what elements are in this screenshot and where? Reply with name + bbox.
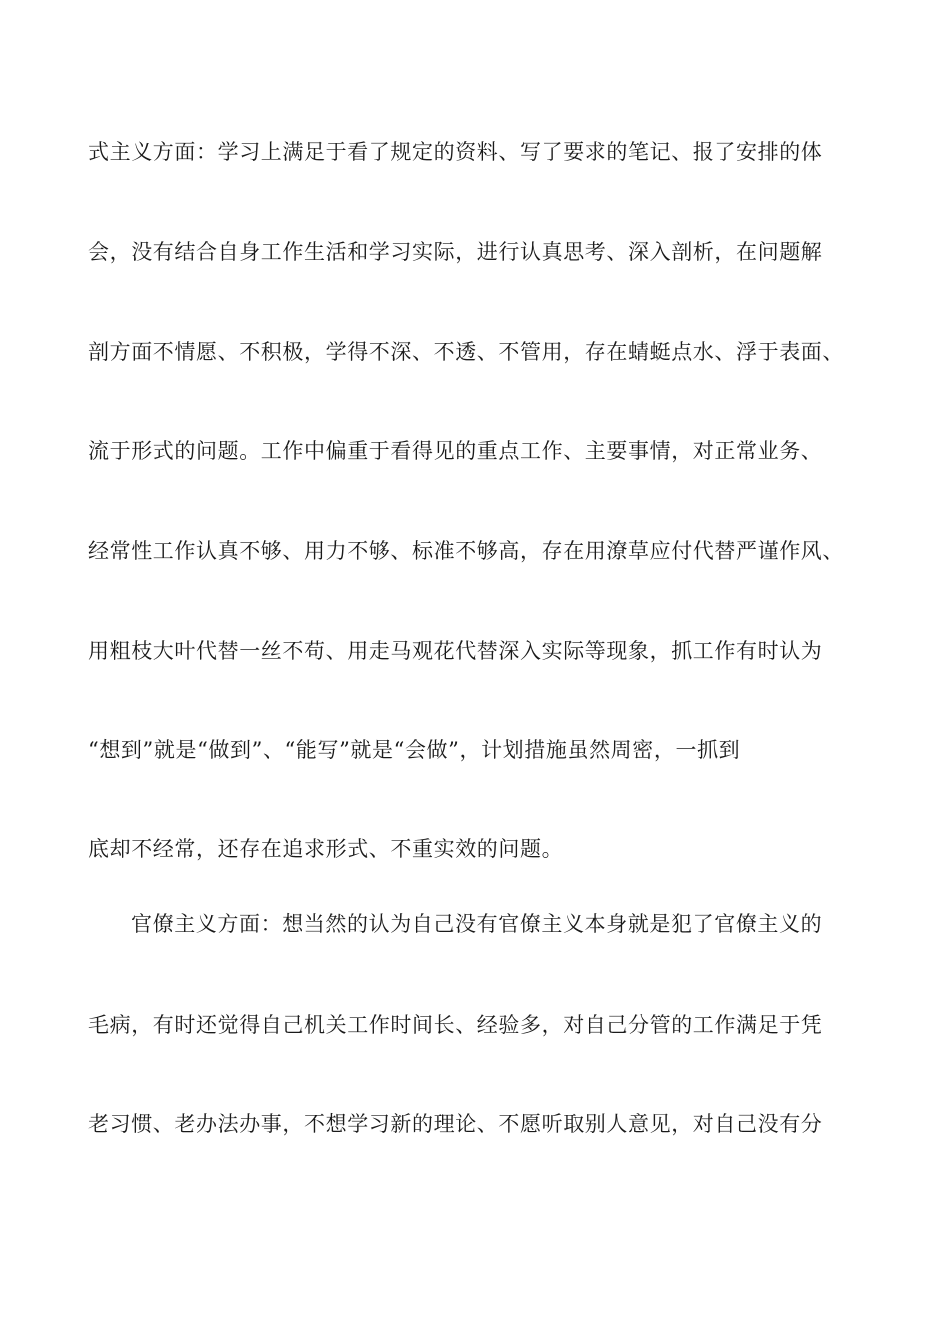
text-line: 剖方面不情愿、不积极，学得不深、不透、不管用，存在蜻蜓点水、浮于表面、: [88, 340, 844, 364]
text-line: 官僚主义方面：想当然的认为自己没有官僚主义本身就是犯了官僚主义的: [131, 912, 823, 936]
text-line: 老习惯、老办法办事，不想学习新的理论、不愿听取别人意见，对自己没有分: [88, 1112, 823, 1136]
text-line: 用粗枝大叶代替一丝不苟、用走马观花代替深入实际等现象，抓工作有时认为: [88, 639, 823, 663]
text-line: 毛病，有时还觉得自己机关工作时间长、经验多，对自己分管的工作满足于凭: [88, 1013, 823, 1037]
text-line: 经常性工作认真不够、用力不够、标准不够高，存在用潦草应付代替严谨作风、: [88, 539, 844, 563]
text-line: 会，没有结合自身工作生活和学习实际，进行认真思考、深入剖析，在问题解: [88, 240, 823, 264]
text-line: “想到”就是“做到”、“能写”就是“会做”，计划措施虽然周密，一抓到: [88, 738, 741, 762]
text-line: 式主义方面：学习上满足于看了规定的资料、写了要求的笔记、报了安排的体: [88, 140, 823, 164]
text-line: 流于形式的问题。工作中偏重于看得见的重点工作、主要事情，对正常业务、: [88, 439, 823, 463]
text-line: 底却不经常，还存在追求形式、不重实效的问题。: [88, 837, 564, 861]
